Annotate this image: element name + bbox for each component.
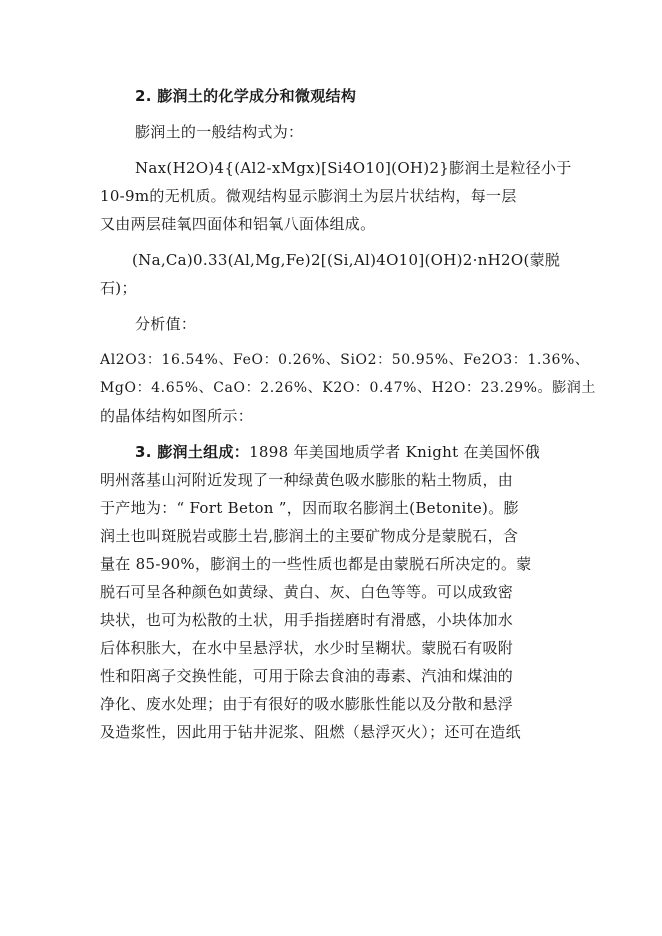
paragraph-line: 脱石可呈各种颜色如黄绿、黄白、灰、白色等等。可以成致密	[100, 583, 514, 601]
paragraph-line: 明州落基山河附近发现了一种绿黄色吸水膨胀的粘土物质，由	[100, 471, 514, 489]
paragraph-line: Nax(H2O)4{(Al2-xMgx)[Si4O10](OH)2}膨润土是粒径小于	[135, 159, 572, 177]
analysis-values	[100, 346, 596, 430]
structure-intro: 膨润土的一般结构式为：	[135, 123, 304, 141]
section-3-first-line: 1898 年美国地质学者 Knight 在美国怀俄	[249, 443, 540, 461]
paragraph-line: 又由两层硅氧四面体和铝氧八面体组成。	[100, 215, 376, 233]
paragraph-line: MgO：4.65%、CaO：2.26%、K2O：0.47%、H2O：23.29%。膨润土	[100, 380, 596, 396]
section-2-heading: 2. 膨润土的化学成分和微观结构	[135, 87, 357, 105]
paragraph-line: (Na,Ca)0.33(Al,Mg,Fe)2[(Si,Al)4O10](OH)2·nH2O(蒙脱	[132, 251, 561, 269]
paragraph-line: 10-9m的无机质。微观结构显示膨润土为层片状结构，每一层	[100, 187, 517, 205]
paragraph-line: 的晶体结构如图所示：	[100, 407, 254, 425]
paragraph-line: 润土也叫斑脱岩或膨土岩,膨润土的主要矿物成分是蒙脱石，含	[100, 527, 519, 545]
paragraph-line: Al2O3：16.54%、FeO：0.26%、SiO2：50.95%、Fe2O3：1.36%、	[100, 352, 590, 368]
analysis-label: 分析值：	[135, 315, 197, 333]
paragraph-line: 于产地为：“ Fort Beton ”，因而取名膨润土(Betonite)。膨	[100, 499, 519, 517]
paragraph-line: 及造浆性，因此用于钻井泥浆、阻燃（悬浮灭火）；还可在造纸	[100, 723, 521, 741]
paragraph-line: 性和阳离子交换性能，可用于除去食油的毒素、汽油和煤油的	[100, 667, 514, 685]
section-3-heading: 3. 膨润土组成：	[135, 443, 250, 461]
paragraph-line: 石)；	[100, 279, 137, 297]
paragraph-line: 后体积胀大，在水中呈悬浮状，水少时呈糊状。蒙脱石有吸附	[100, 639, 514, 657]
paragraph-line: 块状，也可为松散的土状，用手指搓磨时有滑感，小块体加水	[100, 611, 514, 629]
paragraph-line: 净化、废水处理；由于有很好的吸水膨胀性能以及分散和悬浮	[100, 695, 514, 713]
section-3-paragraph	[100, 438, 562, 746]
document-page	[100, 82, 596, 746]
paragraph-line: 量在 85-90%，膨润土的一些性质也都是由蒙脱石所决定的。蒙	[100, 555, 532, 573]
formula-paragraph	[100, 154, 572, 238]
montmorillonite-formula	[100, 246, 562, 302]
paragraph-line	[100, 438, 562, 466]
